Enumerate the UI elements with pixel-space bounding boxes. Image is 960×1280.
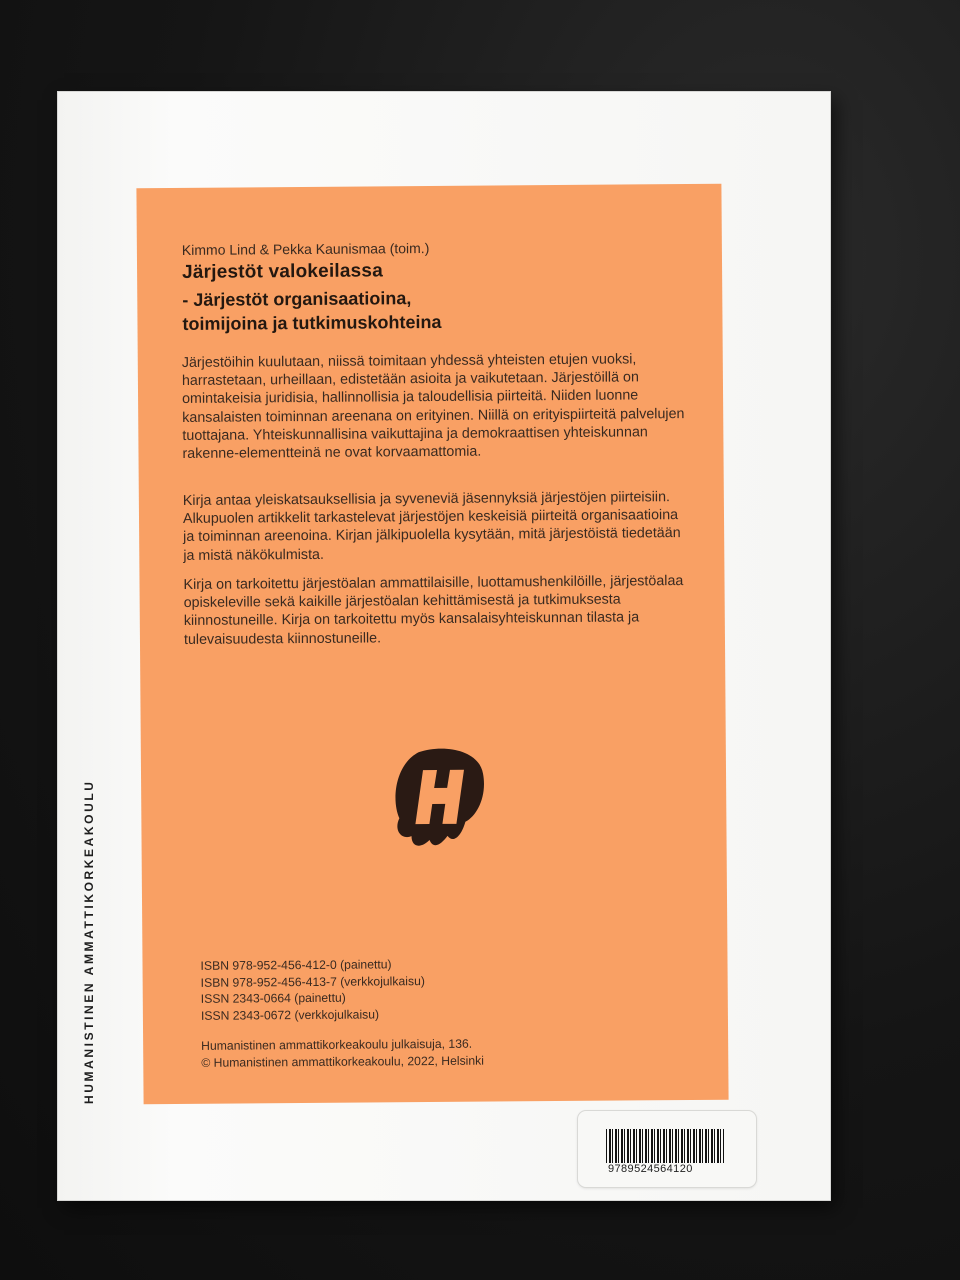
copyright-line: © Humanistinen ammattikorkeakoulu, 2022, Helsinki bbox=[201, 1053, 484, 1070]
blurb-paragraph: Kirja antaa yleiskatsauksellisia ja syveneviä jäsennyksiä järjestöjen piirteisiin. Alkupuolen artikkelit tarkastelevat järjestöjen keskeisiä piirteitä organisaatioina ja toiminnan areenoina. Kirjan jälkipuolella kysytään, mitä järjestöistä tiedetään ja mistä näkökulmista. bbox=[182, 489, 681, 564]
book-author: Kimmo Lind & Pekka Kaunismaa (toim.) bbox=[181, 240, 430, 258]
barcode-sticker bbox=[578, 1111, 756, 1187]
blurb-paragraph: Järjestöihin kuulutaan, niissä toimitaan yhdessä yhteisten etujen vuoksi, harrastetaan, urheillaan, edistetään asioita ja vaikutetaan. Järjestöillä on omintakeisia juridisia, hallinnollisia ja taloudellisia piirteitä. Niiden luonne kansalaisten toiminnan areenana on erityinen. Niillä on erityispiirteitä palvelujen tuottajana. Yhteiskunnallisina vaikuttajina ja demokraattisen yhteiskunnan rakenne-elementteinä ne ovat korvaamattomia. bbox=[181, 351, 685, 462]
subtitle-line: - Järjestöt organisaatioina, bbox=[182, 288, 412, 310]
subtitle-line: toimijoina ja tutkimuskohteina bbox=[182, 311, 442, 334]
barcode-icon bbox=[606, 1129, 724, 1163]
cover-orange-panel bbox=[136, 184, 728, 1105]
identifier-line: ISBN 978-952-456-412-0 (painettu) bbox=[200, 957, 392, 973]
spine-publisher-text: HUMANISTINEN AMMATTIKORKEAKOULU bbox=[82, 779, 96, 1104]
identifier-line: ISBN 978-952-456-413-7 (verkkojulkaisu) bbox=[200, 973, 425, 990]
book-subtitle bbox=[182, 284, 682, 336]
book-title: Järjestöt valokeilassa bbox=[181, 260, 384, 283]
isbn-issn-block bbox=[200, 955, 621, 1024]
series-line: Humanistinen ammattikorkeakoulu julkaisuja, 136. bbox=[201, 1036, 473, 1053]
identifier-line: ISSN 2343-0672 (verkkojulkaisu) bbox=[200, 1006, 380, 1023]
identifier-line: ISSN 2343-0664 (painettu) bbox=[200, 990, 346, 1006]
barcode-number: 9789524564120 bbox=[608, 1163, 693, 1175]
publication-info bbox=[201, 1034, 641, 1070]
humak-h-logo-icon bbox=[389, 744, 490, 855]
blurb-paragraph: Kirja on tarkoitettu järjestöalan ammattilaisille, luottamushenkilöille, järjestöalaa opiskeleville sekä kaikille järjestöalan kehittämisestä ja tutkimuksesta kiinnostuneille. Kirja on tarkoitettu myös kansalaisyhteiskunnan tilasta ja tulevaisuudesta kiinnostuneille. bbox=[183, 573, 684, 648]
